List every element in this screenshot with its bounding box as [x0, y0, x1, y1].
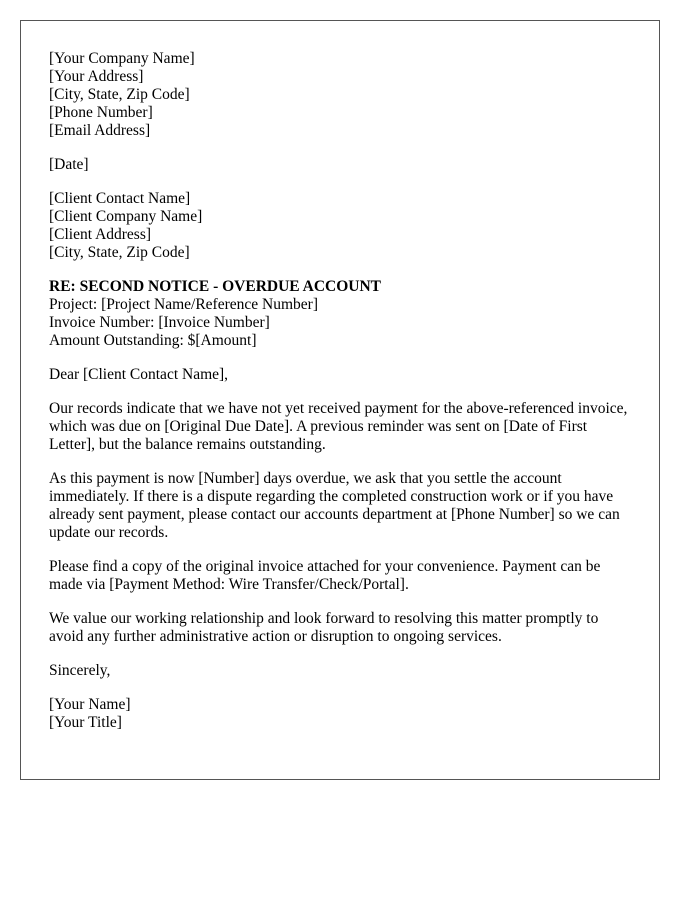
body-paragraph-4: We value our working relationship and look forward to resolving this matter promptly to avoid any further administrative action or disruption to ongoing services. — [49, 610, 599, 645]
date-block — [49, 156, 631, 174]
recipient-city-state-zip: [City, State, Zip Code] — [49, 244, 190, 261]
body-paragraph-3: Please find a copy of the original invoice attached for your convenience. Payment can be made via [Payment Method: Wire Transfer/Check/Portal]. — [49, 558, 601, 593]
body-paragraph-2: As this payment is now [Number] days overdue, we ask that you settle the account immediately. If there is a dispute regarding the completed construction work or if you have already sent payment, please contact our accounts department at [Phone Number] so we can update our records. — [49, 470, 620, 541]
recipient-company-name: [Client Company Name] — [49, 208, 203, 225]
letter-date: [Date] — [49, 156, 89, 173]
recipient-block — [49, 190, 631, 262]
recipient-contact-name: [Client Contact Name] — [49, 190, 191, 207]
sender-city-state-zip: [City, State, Zip Code] — [49, 86, 190, 103]
sender-phone: [Phone Number] — [49, 104, 153, 121]
signature-name: [Your Name] — [49, 696, 131, 713]
body-paragraph-1: Our records indicate that we have not yet received payment for the above-referenced invoice, which was due on [Original Due Date]. A previous reminder was sent on [Date of First Letter], but the balance remains outstanding. — [49, 400, 628, 453]
reference-block — [49, 278, 631, 350]
salutation: Dear [Client Contact Name], — [49, 366, 229, 383]
sender-block — [49, 50, 631, 140]
recipient-address: [Client Address] — [49, 226, 152, 243]
amount-line: Amount Outstanding: $[Amount] — [49, 332, 257, 349]
invoice-line: Invoice Number: [Invoice Number] — [49, 314, 270, 331]
signature-block — [49, 696, 631, 732]
closing: Sincerely, — [49, 662, 111, 679]
sender-email: [Email Address] — [49, 122, 151, 139]
letter-page — [20, 20, 660, 780]
sender-address: [Your Address] — [49, 68, 144, 85]
signature-title: [Your Title] — [49, 714, 122, 731]
project-line: Project: [Project Name/Reference Number] — [49, 296, 318, 313]
subject-line: RE: SECOND NOTICE - OVERDUE ACCOUNT — [49, 278, 381, 295]
sender-company-name: [Your Company Name] — [49, 50, 195, 67]
